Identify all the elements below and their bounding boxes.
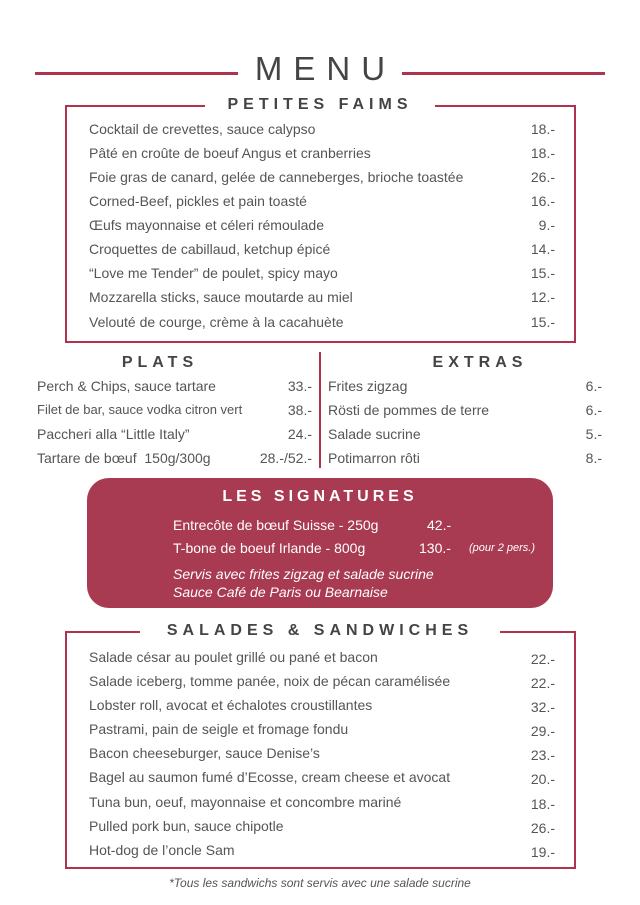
item-price: 20.- <box>530 771 555 787</box>
title-rule-right <box>402 72 605 75</box>
item-price: 6.- <box>585 402 602 418</box>
item-price: 22.- <box>530 675 555 691</box>
column-divider <box>319 352 321 468</box>
item-price: 18.- <box>530 145 555 161</box>
list-item: Cocktail de crevettes, sauce calypso <box>89 121 316 137</box>
item-price: 32.- <box>530 699 555 715</box>
signatures-heading: LES SIGNATURES <box>222 488 418 505</box>
item-price: 24.- <box>287 426 312 442</box>
list-item: Pastrami, pain de seigle et fromage fondu <box>89 721 349 737</box>
signature-item: Entrecôte de bœuf Suisse - 250g <box>173 517 379 533</box>
item-price: 16.- <box>530 193 555 209</box>
item-price: 26.- <box>530 169 555 185</box>
petites-faims-heading: PETITES FAIMS <box>205 96 435 114</box>
list-item: Pulled pork bun, sauce chipotle <box>89 818 284 834</box>
item-price: 9.- <box>538 217 555 233</box>
list-item: Corned-Beef, pickles et pain toasté <box>89 193 307 209</box>
list-item: Mozzarella sticks, sauce moutarde au miel <box>89 289 353 305</box>
list-item: Paccheri alla “Little Italy” <box>37 426 190 442</box>
list-item: Tartare de bœuf 150g/300g <box>37 450 211 466</box>
list-item: Potimarron rôti <box>328 450 420 466</box>
list-item: Perch & Chips, sauce tartare <box>37 378 216 394</box>
salades-heading: SALADES & SANDWICHES <box>140 622 500 640</box>
list-item: Hot-dog de l’oncle Sam <box>89 842 235 858</box>
item-price: 33.- <box>287 378 312 394</box>
item-price: 26.- <box>530 820 555 836</box>
list-item: Velouté de courge, crème à la cacahuète <box>89 314 344 330</box>
signature-item: T-bone de boeuf Irlande - 800g <box>173 540 366 556</box>
footnote: *Tous les sandwichs sont servis avec une salade sucrine <box>169 876 471 890</box>
list-item: Pâté en croûte de boeuf Angus et cranberries <box>89 145 371 161</box>
list-item: Rösti de pommes de terre <box>328 402 490 418</box>
list-item: Salade sucrine <box>328 426 421 442</box>
signature-price: 42.- <box>427 517 452 533</box>
item-price: 15.- <box>530 265 555 281</box>
list-item: Bagel au saumon fumé d’Ecosse, cream cheese et avocat <box>89 769 451 785</box>
list-item: Tuna bun, oeuf, mayonnaise et concombre mariné <box>89 794 402 810</box>
signature-price: 130.- <box>419 540 451 556</box>
signatures-panel <box>87 478 553 608</box>
menu-title: MENU <box>254 50 397 87</box>
item-price: 14.- <box>530 241 555 257</box>
item-price: 12.- <box>530 289 555 305</box>
list-item: Lobster roll, avocat et échalotes croustillantes <box>89 697 373 713</box>
item-price: 6.- <box>585 378 602 394</box>
list-item: Œufs mayonnaise et céleri rémoulade <box>89 217 325 233</box>
list-item: Croquettes de cabillaud, ketchup épicé <box>89 241 331 257</box>
list-item: Frites zigzag <box>328 378 408 394</box>
signature-serving-note: Servis avec frites zigzag et salade sucrine <box>173 566 434 582</box>
item-price: 18.- <box>530 796 555 812</box>
list-item: Salade iceberg, tomme panée, noix de pécan caramélisée <box>89 673 451 689</box>
item-price: 5.- <box>585 426 602 442</box>
item-price: 8.- <box>585 450 602 466</box>
item-price: 29.- <box>530 723 555 739</box>
list-item: Bacon cheeseburger, sauce Denise’s <box>89 745 320 761</box>
item-price: 38.- <box>287 402 312 418</box>
item-price: 19.- <box>530 844 555 860</box>
item-price: 28.-/52.- <box>259 450 312 466</box>
plats-heading: PLATS <box>90 354 230 372</box>
item-price: 22.- <box>530 651 555 667</box>
item-price: 23.- <box>530 747 555 763</box>
list-item: “Love me Tender” de poulet, spicy mayo <box>89 265 338 281</box>
extras-heading: EXTRAS <box>405 354 555 372</box>
list-item: Salade césar au poulet grillé ou pané et bacon <box>89 649 378 665</box>
item-price: 15.- <box>530 314 555 330</box>
list-item: Foie gras de canard, gelée de canneberges, brioche toastée <box>89 169 464 185</box>
signature-note: (pour 2 pers.) <box>469 542 536 554</box>
signature-sauce-note: Sauce Café de Paris ou Bearnaise <box>173 584 388 600</box>
list-item: Filet de bar, sauce vodka citron vert <box>37 402 243 417</box>
item-price: 18.- <box>530 121 555 137</box>
